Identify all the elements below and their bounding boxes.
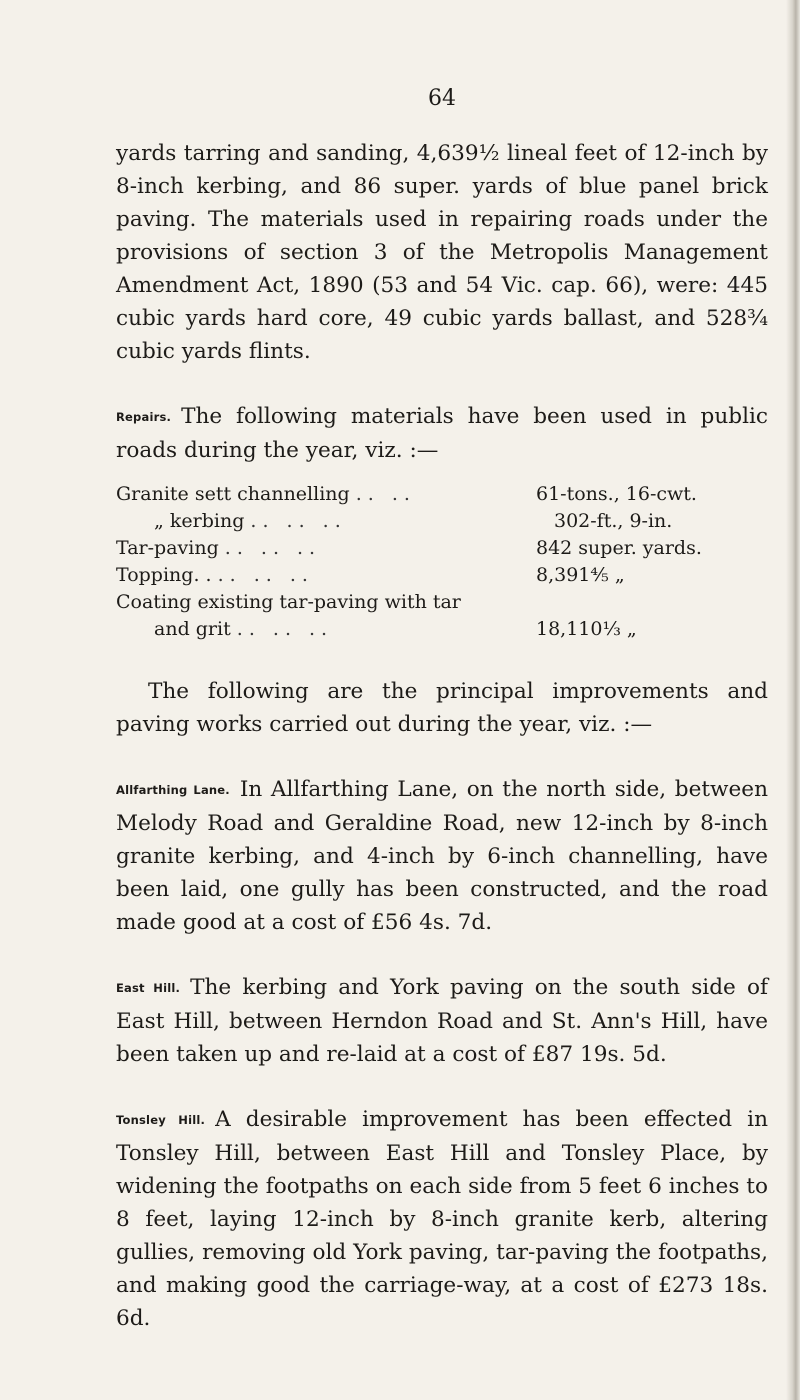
material-row (116, 589, 736, 616)
allfarthing-section (116, 773, 768, 939)
intro-paragraph: yards tarring and sanding, 4,639½ lineal feet of 12-inch by 8-inch kerbing, and 86 super. yards of blue panel brick paving. The materials used in repairing roads under the provisions of section 3 of the Metropolis Management Amendment Act, 1890 (53 and 54 Vic. cap. 66), were: 445 cubic yards hard core, 49 cubic yards ballast, and 528¾ cubic yards flints. (116, 141, 768, 364)
material-quantity: 842 super. yards. (536, 537, 702, 559)
material-name: Tar-paving .. .. .. (116, 537, 322, 559)
repairs-section (116, 400, 768, 643)
materials-list (116, 481, 736, 643)
allfarthing-margin-label: Allfarthing Lane. (116, 783, 230, 797)
allfarthing-paragraph (116, 773, 768, 939)
tonsley-hill-margin-label: Tonsley Hill. (116, 1113, 206, 1127)
repairs-text: The following materials have been used in public roads during the year, viz. :— (116, 404, 768, 463)
tonsley-hill-section (116, 1103, 768, 1335)
material-name: „ kerbing .. .. .. (154, 510, 347, 532)
repairs-margin-label: Repairs. (116, 410, 172, 424)
east-hill-text: The kerbing and York paving on the south side of East Hill, between Herndon Road and St. Ann's Hill, have been taken up and re-laid at a cost of £87 19s. 5d. (116, 975, 768, 1067)
improvements-intro: The following are the principal improvements and paving works carried out during the year, viz. :— (116, 679, 768, 737)
material-row (116, 535, 736, 562)
material-row (116, 508, 736, 535)
material-name: Granite sett channelling .. .. (116, 483, 416, 505)
material-row (116, 616, 736, 643)
page-edge (786, 0, 800, 1400)
tonsley-hill-paragraph (116, 1103, 768, 1335)
material-name: Coating existing tar-paving with tar (116, 591, 461, 613)
material-row (116, 481, 736, 508)
material-row (116, 562, 736, 589)
material-quantity: 18,110⅓ „ (536, 618, 637, 640)
page-number: 64 (428, 86, 456, 111)
material-name: Topping. . .. .. .. (116, 564, 314, 586)
material-quantity: 61-tons., 16-cwt. (536, 483, 697, 505)
repairs-paragraph (116, 400, 768, 467)
improvements-intro-section (116, 675, 768, 741)
east-hill-section (116, 971, 768, 1071)
material-quantity: 8,391⅘ „ (536, 564, 625, 586)
east-hill-margin-label: East Hill. (116, 981, 181, 995)
tonsley-hill-text: A desirable improvement has been effected in Tonsley Hill, between East Hill and Tonsley Place, by widening the footpaths on each side from 5 feet 6 inches to 8 feet, laying 12-inch by 8-inch granite kerb, altering gullies, removing old York paving, tar-paving the footpaths, and making good the carriage-way, at a cost of £273 18s. 6d. (116, 1107, 768, 1331)
material-name: and grit .. .. .. (154, 618, 334, 640)
east-hill-paragraph (116, 971, 768, 1071)
material-quantity: 302-ft., 9-in. (554, 510, 673, 532)
document-page (116, 86, 768, 1335)
allfarthing-text: In Allfarthing Lane, on the north side, between Melody Road and Geraldine Road, new 12-inch by 8-inch granite kerbing, and 4-inch by 6-inch channelling, have been laid, one gully has been constructed, and the road made good at a cost of £56 4s. 7d. (116, 777, 768, 935)
